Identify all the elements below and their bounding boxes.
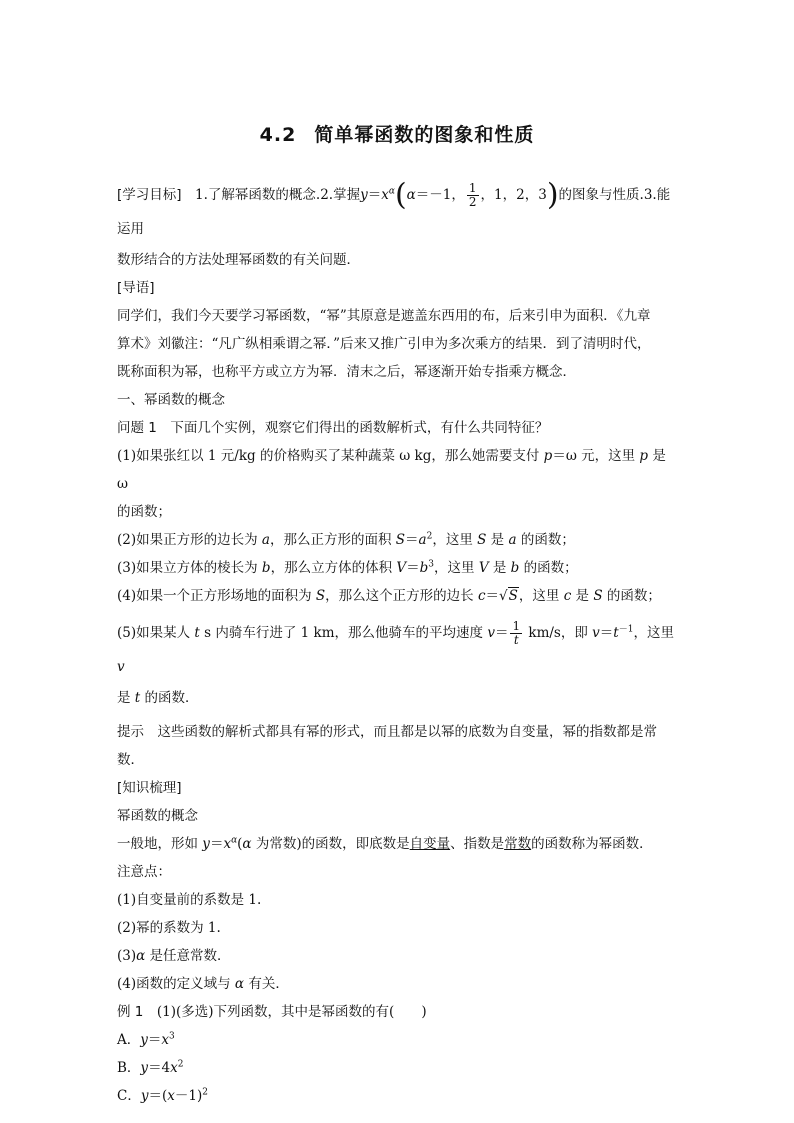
intro-label: [导语]: [117, 280, 155, 296]
item-4: (4)如果一个正方形场地的面积为 S，那么这个正方形的边长 c＝√S，这里 c 是 S 的函数；: [117, 582, 677, 610]
item-1-line2: 的函数；: [117, 504, 171, 520]
learning-goals-label: [学习目标]: [117, 187, 182, 203]
option-c: C．$y=(x-1)^2$: [117, 1087, 208, 1104]
knowledge-label: [知识梳理]: [117, 780, 182, 796]
intro-line1: 同学们，我们今天要学习幂函数，“幂”其原意是遮盖东西用的布，后来引申为面积．《九章: [117, 308, 651, 324]
document-content: [117, 122, 677, 1110]
hint-line1: 提示 这些函数的解析式都具有幂的形式，而且都是以幂的底数为自变量，幂的指数都是常: [117, 724, 657, 740]
note-3: (3)α 是任意常数．: [117, 948, 231, 964]
page-title: [117, 122, 677, 148]
note-1: (1)自变量前的系数是 1.: [117, 892, 262, 908]
notes-label: 注意点：: [117, 864, 171, 880]
item-2: (2)如果正方形的边长为 a，那么正方形的面积 $S=a^2$，这里 S 是 a 的函数；: [117, 531, 575, 548]
fraction-one-over-t: $\frac{1}{t}$: [512, 619, 521, 647]
item-5-line1: (5)如果某人 t s 内骑车行进了 1 km，那么他骑车的平均速度 v＝ $\frac{1}{t}$ km/s，即 $v=t^{-1}$，这里 v: [117, 619, 674, 675]
item-1-line1: (1)如果张红以 1 元/kg 的价格购买了某种蔬菜 ω kg，那么她需要支付 p＝ω 元，这里 p 是 ω: [117, 448, 666, 492]
learning-goals-line2: 数形结合的方法处理幂函数的有关问题．: [117, 252, 360, 268]
option-a: A．$y=x^3$: [117, 1031, 175, 1048]
learning-goals-line1: [学习目标] 1.了解幂函数的概念.2.掌握$y=x^\alpha(\alpha=-1$， $\frac{1}{2}$ ，1，2，3)的图象与性质.3.能运用: [117, 177, 671, 237]
note-4: (4)函数的定义域与 α 有关．: [117, 976, 289, 992]
intro-line2: 算术》刘徽注：“凡广纵相乘谓之幂．”后来又推广引申为多次乘方的结果．到了清明时代，: [117, 336, 651, 352]
section-heading: 一、幂函数的概念: [117, 392, 225, 408]
intro-line3: 既称面积为幂，也称平方或立方为幂．清末之后，幂逐渐开始专指乘方概念．: [117, 364, 576, 380]
question-1: 问题 1 下面几个实例，观察它们得出的函数解析式，有什么共同特征？: [117, 420, 549, 436]
knowledge-subheading: 幂函数的概念: [117, 808, 198, 824]
hint-line2: 数．: [117, 752, 144, 768]
fraction-one-half: $\frac{1}{2}$: [468, 181, 477, 209]
square-root: √S: [499, 588, 518, 604]
item-3: (3)如果立方体的棱长为 b，那么立方体的体积 $V=b^3$，这里 V 是 b 的函数；: [117, 559, 578, 576]
note-2: (2)幂的系数为 1.: [117, 920, 221, 936]
item-5-line2: 是 t 的函数．: [117, 690, 199, 706]
power-function-definition: 一般地，形如 $y=x^\alpha(\alpha$ 为常数)的函数，即底数是自变量、指数是常数的函数称为幂函数．: [117, 835, 653, 852]
option-b: B．$y=4x^2$: [117, 1059, 184, 1076]
title-text: 简单幂函数的图象和性质: [314, 124, 535, 146]
title-number: 4.2: [259, 124, 297, 146]
right-paren: ): [546, 177, 559, 213]
example-1: 例 1 (1)(多选)下列函数，其中是幂函数的有( ): [117, 1004, 427, 1020]
left-paren: (: [394, 177, 407, 213]
